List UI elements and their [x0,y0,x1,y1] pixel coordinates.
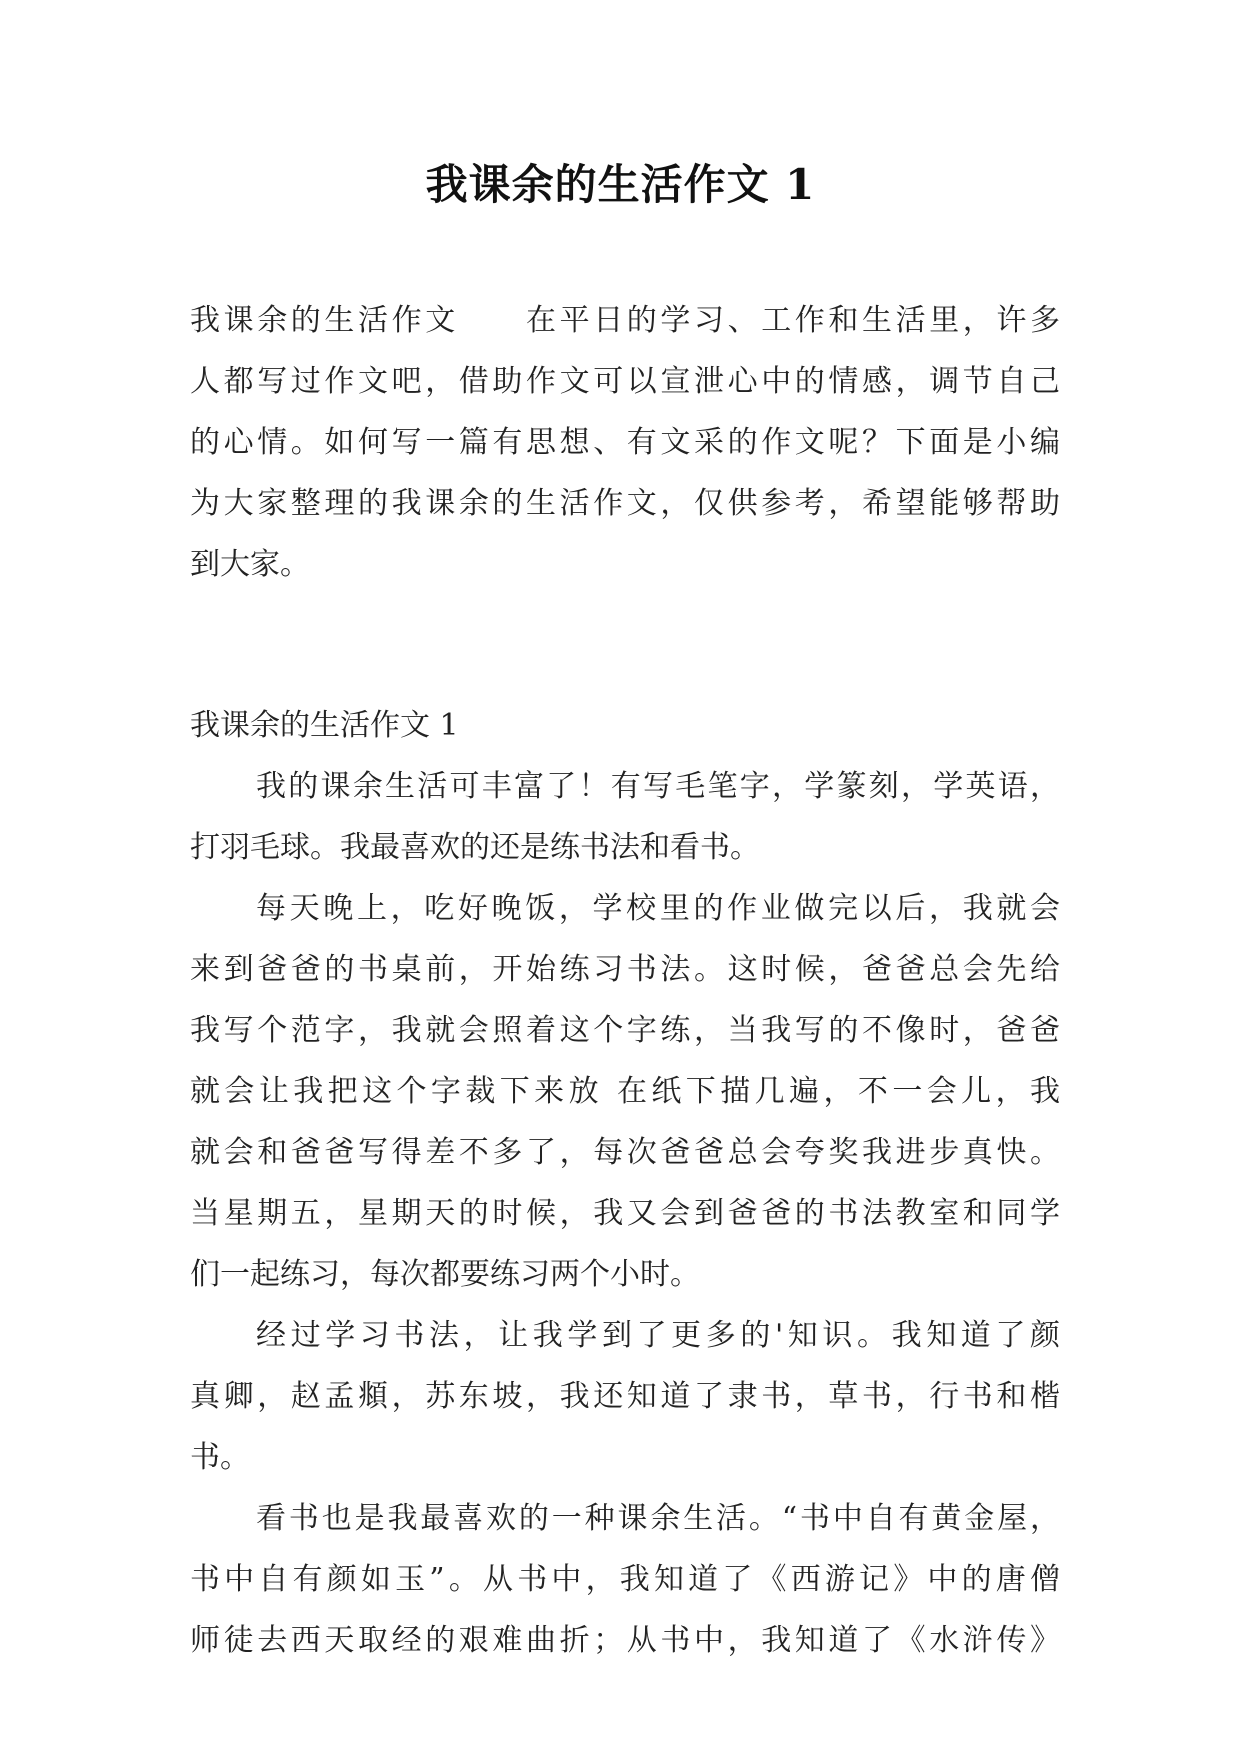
paragraph-line: 书。 [190,1440,250,1475]
paragraph-line: 经过学习书法，让我学到了更多的'知识。我知道了颜 [256,1318,1060,1353]
paragraph-line: 真卿，赵孟頫，苏东坡，我还知道了隶书，草书，行书和楷 [190,1379,1060,1414]
intro-paragraph [190,290,1060,595]
paragraph-line: 我的课余生活可丰富了！有写毛笔字，学篆刻，学英语， [256,769,1060,804]
paragraph-line: 打羽毛球。我最喜欢的还是练书法和看书。 [190,830,760,865]
paragraph-line: 就会让我把这个字裁下来放 在纸下描几遍，不一会儿，我 [190,1074,1060,1109]
paragraph-3 [190,1305,1060,1488]
paragraph-1 [190,756,1060,878]
section-gap [190,595,1060,695]
document-body [190,290,1060,1671]
paragraph-line: 书中自有颜如玉”。从书中，我知道了《西游记》中的唐僧 [190,1562,1060,1597]
intro-line: 为大家整理的我课余的生活作文，仅供参考，希望能够帮助 [190,486,1060,521]
paragraph-line: 看书也是我最喜欢的一种课余生活。“书中自有黄金屋， [256,1501,1060,1536]
paragraph-line: 师徒去西天取经的艰难曲折；从书中，我知道了《水浒传》 [190,1623,1060,1658]
paragraph-line: 当星期五，星期天的时候，我又会到爸爸的书法教室和同学 [190,1196,1060,1231]
paragraph-line: 们一起练习，每次都要练习两个小时。 [190,1257,700,1292]
paragraph-line: 每天晚上，吃好晚饭，学校里的作业做完以后，我就会 [256,891,1060,926]
intro-line: 我课余的生活作文 在平日的学习、工作和生活里，许多 [190,303,1060,338]
section-heading: 我课余的生活作文 1 [190,708,459,743]
paragraph-line: 来到爸爸的书桌前，开始练习书法。这时候，爸爸总会先给 [190,952,1060,987]
intro-line: 到大家。 [190,547,310,582]
paragraph-4 [190,1488,1060,1671]
intro-line: 人都写过作文吧，借助作文可以宣泄心中的情感，调节自己 [190,364,1060,399]
document-title: 我课余的生活作文 1 [425,160,816,209]
intro-line: 的心情。如何写一篇有思想、有文采的作文呢？下面是小编 [190,425,1060,460]
paragraph-2 [190,878,1060,1305]
paragraph-line: 就会和爸爸写得差不多了，每次爸爸总会夸奖我进步真快。 [190,1135,1060,1170]
paragraph-line: 我写个范字，我就会照着这个字练，当我写的不像时，爸爸 [190,1013,1060,1048]
